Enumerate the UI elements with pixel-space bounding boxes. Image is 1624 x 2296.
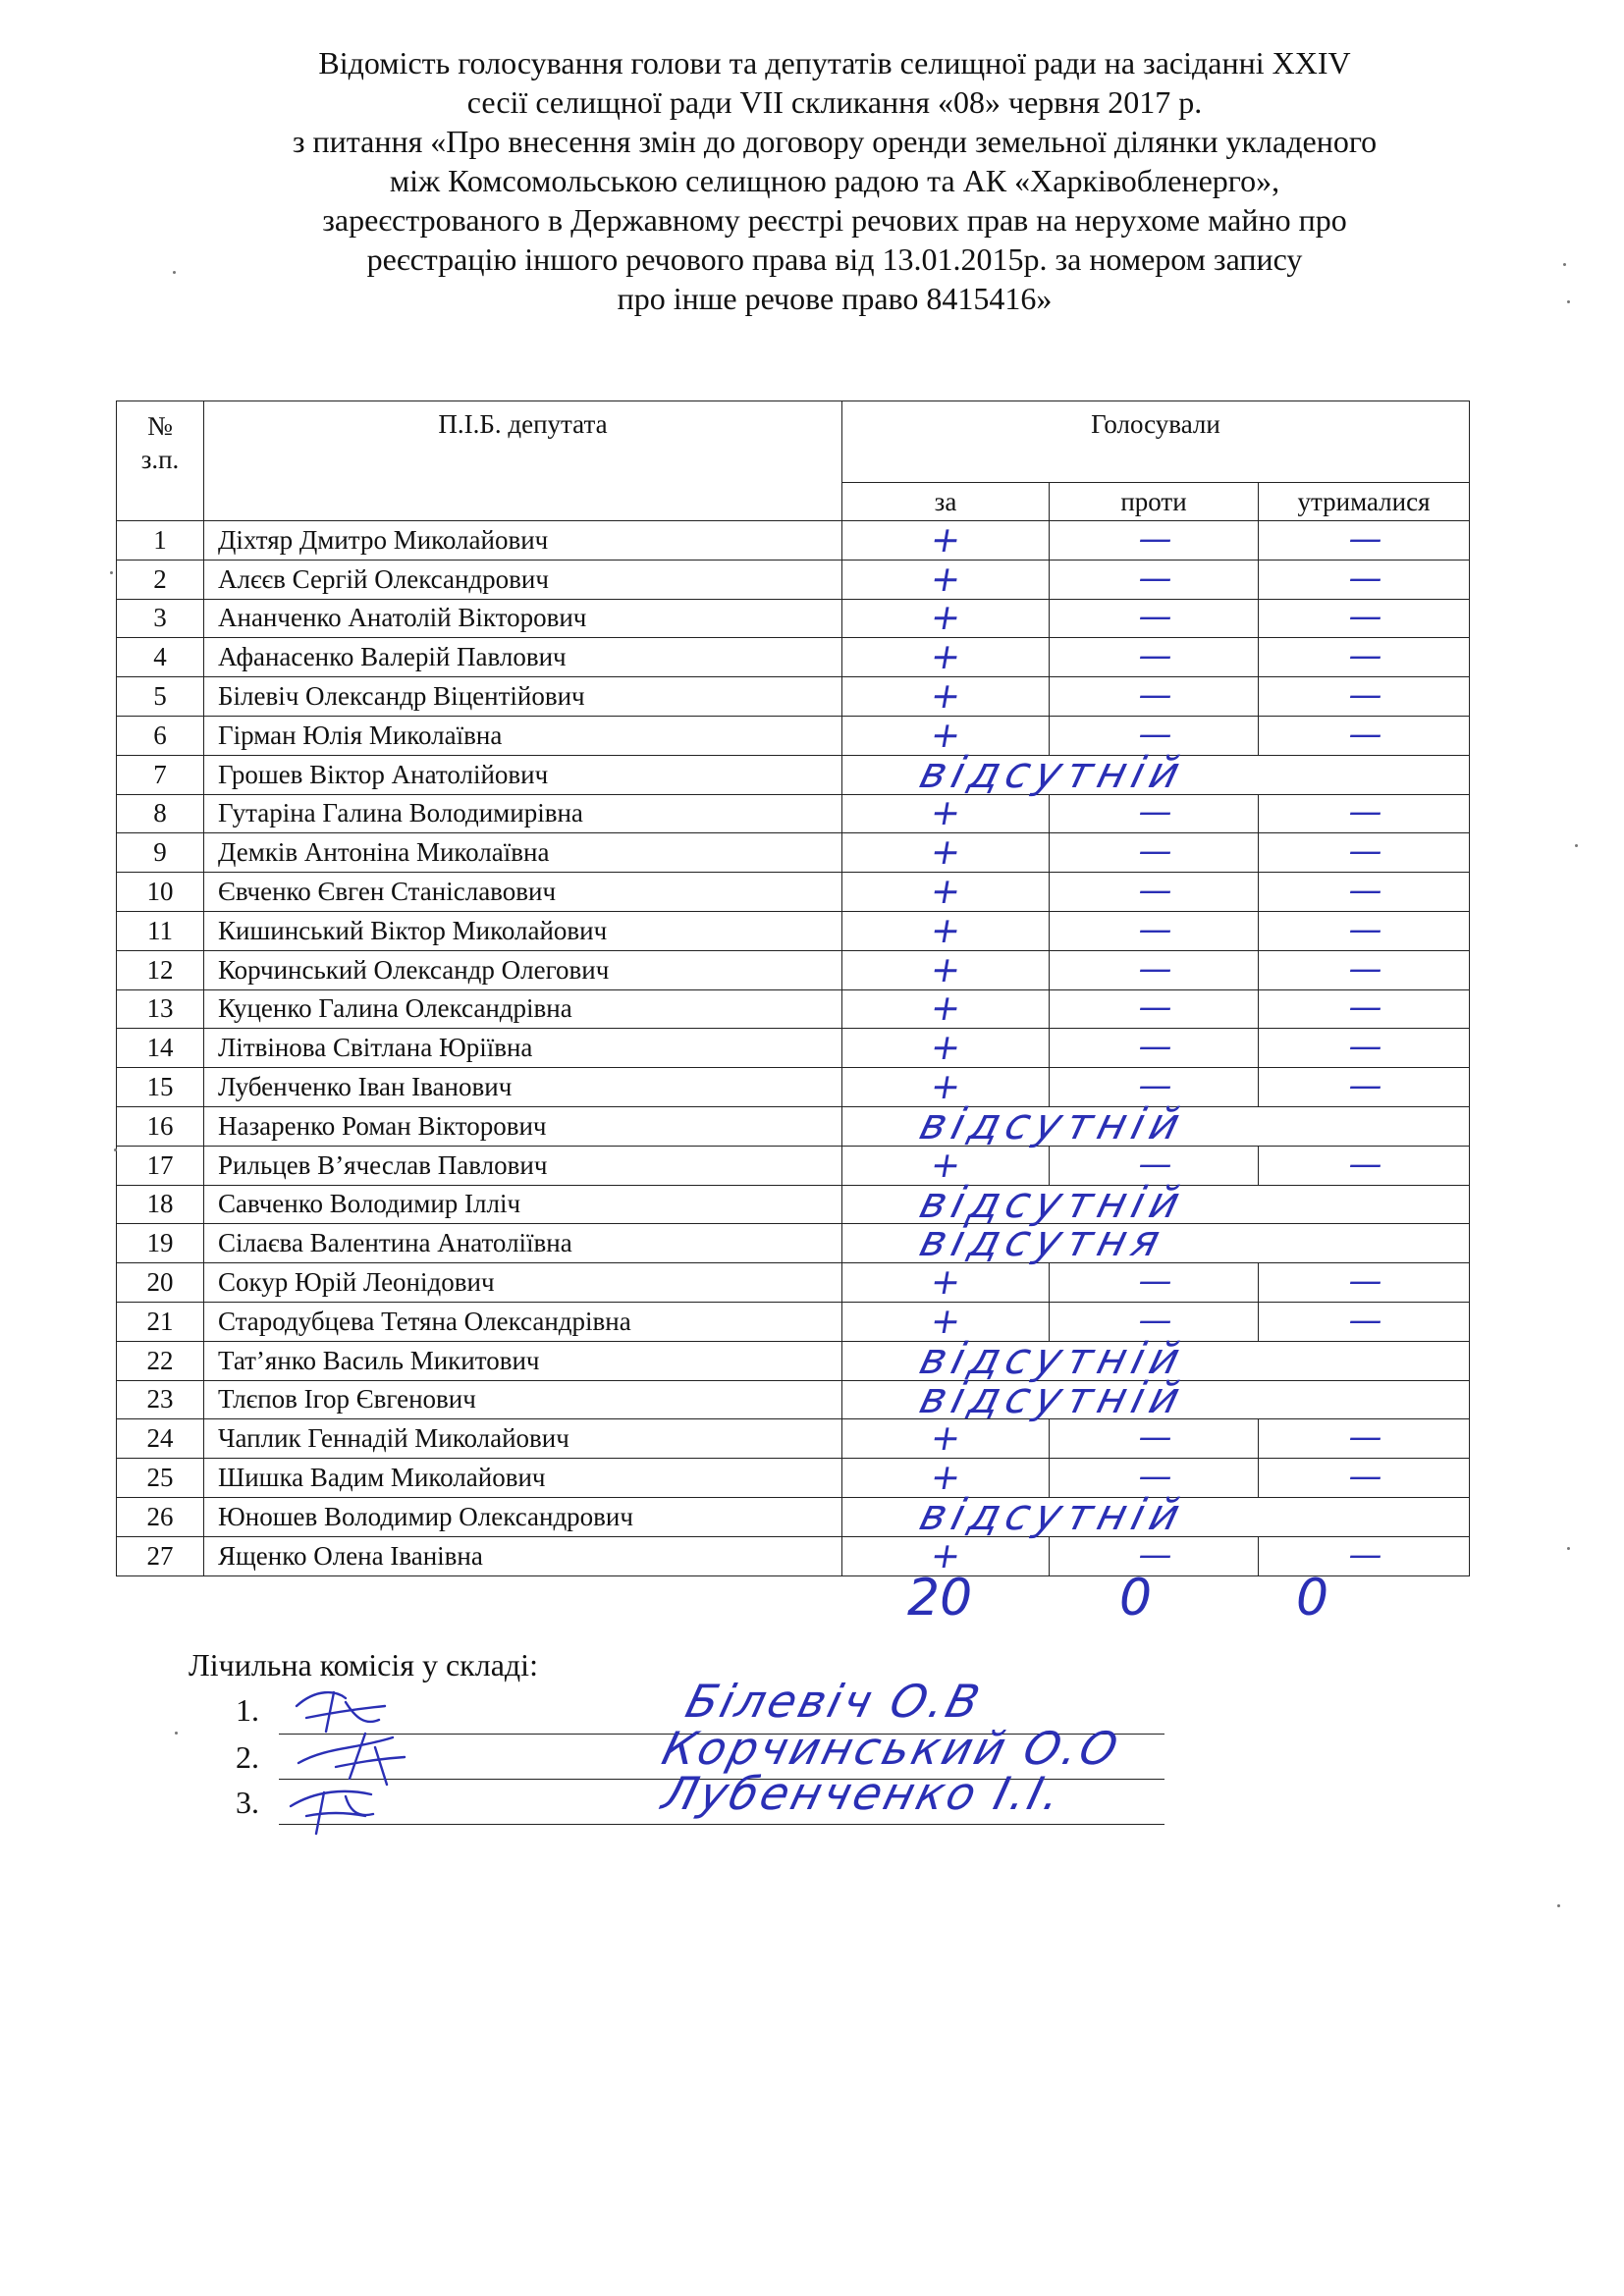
vote-cell-against xyxy=(1050,1263,1259,1303)
row-number: 23 xyxy=(117,1380,204,1419)
table-row xyxy=(117,1497,1470,1536)
deputy-name: Юношев Володимир Олександрович xyxy=(204,1497,842,1536)
vote-cell-abstained xyxy=(1259,794,1470,833)
commission-heading: Лічильна комісія у складі: xyxy=(189,1647,538,1682)
deputy-name: Кишинський Віктор Миколайович xyxy=(204,911,842,950)
deputy-name: Грошев Віктор Анатолійович xyxy=(204,755,842,794)
row-number: 5 xyxy=(117,677,204,717)
vote-cell-against xyxy=(1050,950,1259,989)
deputy-name: Рильцев В’ячеслав Павлович xyxy=(204,1146,842,1185)
row-number: 24 xyxy=(117,1419,204,1459)
table-row xyxy=(117,1341,1470,1380)
table-row xyxy=(117,1419,1470,1459)
row-number: 12 xyxy=(117,950,204,989)
deputy-name: Сокур Юрій Леонідович xyxy=(204,1263,842,1303)
vote-abstained-mark: — xyxy=(1348,714,1380,754)
vote-for-mark: + xyxy=(927,598,964,639)
table-row xyxy=(117,638,1470,677)
vote-cell-abstained xyxy=(1259,716,1470,755)
deputy-name: Ященко Олена Іванівна xyxy=(204,1536,842,1575)
total-abstained: 0 xyxy=(1296,1569,1329,1628)
table-row xyxy=(117,521,1470,561)
vote-for-mark: + xyxy=(927,1145,964,1186)
deputy-name: Євченко Євген Станіславович xyxy=(204,873,842,912)
vote-for-mark: + xyxy=(927,1535,964,1576)
vote-abstained-mark: — xyxy=(1348,1261,1380,1302)
deputy-name: Назаренко Роман Вікторович xyxy=(204,1106,842,1146)
vote-table-body xyxy=(117,518,1470,1576)
member-number: 1. xyxy=(236,1692,259,1728)
row-number: 19 xyxy=(117,1224,204,1263)
member-number: 3. xyxy=(236,1785,259,1820)
absent-note: відсутній xyxy=(914,1489,1191,1540)
vote-abstained-mark: — xyxy=(1348,988,1380,1028)
vote-cell-for xyxy=(842,1419,1050,1459)
vote-for-mark: + xyxy=(927,910,964,951)
table-row xyxy=(117,560,1470,599)
vote-cell-for xyxy=(842,989,1050,1029)
member-number: 2. xyxy=(236,1739,259,1775)
vote-cell-abstained xyxy=(1259,599,1470,638)
deputy-name: Лубенченко Іван Іванович xyxy=(204,1068,842,1107)
vote-cell-against xyxy=(1050,833,1259,873)
header-against: проти xyxy=(1050,483,1259,521)
scan-speck xyxy=(1575,844,1578,847)
vote-cell-abstained xyxy=(1259,873,1470,912)
vote-cell-against xyxy=(1050,560,1259,599)
table-row xyxy=(117,950,1470,989)
vote-for-mark: + xyxy=(927,1028,964,1069)
header-number: № з.п. xyxy=(117,401,204,521)
vote-against-mark: — xyxy=(1138,831,1169,872)
row-number: 22 xyxy=(117,1341,204,1380)
absent-cell xyxy=(842,1216,1470,1267)
vote-against-mark: — xyxy=(1138,1027,1169,1067)
row-number: 21 xyxy=(117,1302,204,1341)
table-row xyxy=(117,794,1470,833)
vote-for-mark: + xyxy=(927,949,964,990)
vote-cell-for xyxy=(842,677,1050,717)
vote-against-mark: — xyxy=(1138,518,1169,559)
vote-cell-against xyxy=(1050,794,1259,833)
vote-cell-against xyxy=(1050,1419,1259,1459)
deputy-name: Демків Антоніна Миколаївна xyxy=(204,833,842,873)
vote-abstained-mark: — xyxy=(1348,558,1380,598)
absent-cell xyxy=(842,1098,1470,1149)
vote-cell-for xyxy=(842,560,1050,599)
scan-speck xyxy=(1567,300,1570,303)
vote-abstained-mark: — xyxy=(1348,792,1380,832)
table-row xyxy=(117,1459,1470,1498)
row-number: 3 xyxy=(117,599,204,638)
vote-abstained-mark: — xyxy=(1348,871,1380,911)
vote-cell-for xyxy=(842,1263,1050,1303)
vote-for-mark: + xyxy=(927,1301,964,1342)
deputy-name: Гутаріна Галина Володимирівна xyxy=(204,794,842,833)
vote-cell-against xyxy=(1050,599,1259,638)
table-row xyxy=(117,1263,1470,1303)
deputy-name: Чаплик Геннадій Миколайович xyxy=(204,1419,842,1459)
absent-note: відсутній xyxy=(914,1177,1191,1228)
vote-cell-against xyxy=(1050,1536,1259,1575)
table-row xyxy=(117,1536,1470,1575)
vote-cell-for xyxy=(842,950,1050,989)
vote-cell-for xyxy=(842,873,1050,912)
header-voted: Голосували xyxy=(842,401,1470,483)
row-number: 13 xyxy=(117,989,204,1029)
vote-against-mark: — xyxy=(1138,1261,1169,1302)
row-number: 4 xyxy=(117,638,204,677)
row-number: 8 xyxy=(117,794,204,833)
scan-speck xyxy=(173,271,176,274)
row-number: 18 xyxy=(117,1185,204,1224)
vote-cell-against xyxy=(1050,677,1259,717)
scan-speck xyxy=(114,1148,117,1151)
absent-note: відсутній xyxy=(914,1098,1191,1149)
deputy-name: Білевіч Олександр Віцентійович xyxy=(204,677,842,717)
vote-abstained-mark: — xyxy=(1348,1027,1380,1067)
absent-note: відсутній xyxy=(914,747,1191,798)
vote-cell-for xyxy=(842,521,1050,561)
vote-abstained-mark: — xyxy=(1348,1144,1380,1184)
vote-for-mark: + xyxy=(927,559,964,600)
vote-against-mark: — xyxy=(1138,909,1169,949)
vote-cell-against xyxy=(1050,989,1259,1029)
vote-cell-abstained xyxy=(1259,1146,1470,1185)
vote-against-mark: — xyxy=(1138,1300,1169,1340)
table-row xyxy=(117,873,1470,912)
vote-cell-abstained xyxy=(1259,1536,1470,1575)
row-number: 17 xyxy=(117,1146,204,1185)
deputy-name: Корчинський Олександр Олегович xyxy=(204,950,842,989)
vote-cell-abstained xyxy=(1259,950,1470,989)
table-row xyxy=(117,755,1470,794)
header-name: П.І.Б. депутата xyxy=(204,401,842,521)
vote-against-mark: — xyxy=(1138,1066,1169,1106)
vote-abstained-mark: — xyxy=(1348,1300,1380,1340)
scan-speck xyxy=(1567,1547,1570,1550)
table-row xyxy=(117,677,1470,717)
vote-cell-abstained xyxy=(1259,989,1470,1029)
title-line: реєстрацію іншого речового права від 13.01.2015р. за номером запису xyxy=(366,241,1303,277)
absent-note: відсутня xyxy=(914,1216,1171,1267)
table-row xyxy=(117,1029,1470,1068)
table-row xyxy=(117,1302,1470,1341)
total-against: 0 xyxy=(1119,1569,1153,1628)
vote-cell-abstained xyxy=(1259,1263,1470,1303)
table-row xyxy=(117,599,1470,638)
vote-abstained-mark: — xyxy=(1348,597,1380,637)
vote-for-mark: + xyxy=(927,715,964,756)
vote-abstained-mark: — xyxy=(1348,518,1380,559)
vote-against-mark: — xyxy=(1138,871,1169,911)
vote-abstained-mark: — xyxy=(1348,1534,1380,1575)
vote-cell-abstained xyxy=(1259,1029,1470,1068)
vote-cell-abstained xyxy=(1259,638,1470,677)
absent-cell xyxy=(842,1372,1470,1423)
vote-cell-against xyxy=(1050,518,1259,561)
table-row xyxy=(117,1224,1470,1263)
table-row xyxy=(117,833,1470,873)
vote-cell-for xyxy=(842,911,1050,950)
vote-cell-for xyxy=(842,1029,1050,1068)
vote-against-mark: — xyxy=(1138,988,1169,1028)
vote-cell-for xyxy=(842,833,1050,873)
deputy-name: Шишка Вадим Миколайович xyxy=(204,1459,842,1498)
vote-cell-abstained xyxy=(1259,518,1470,561)
vote-cell-against xyxy=(1050,911,1259,950)
deputy-name: Тат’янко Василь Микитович xyxy=(204,1341,842,1380)
vote-abstained-mark: — xyxy=(1348,831,1380,872)
header-for: за xyxy=(842,483,1050,521)
vote-abstained-mark: — xyxy=(1348,1417,1380,1458)
vote-abstained-mark: — xyxy=(1348,636,1380,676)
row-number: 15 xyxy=(117,1068,204,1107)
vote-for-mark: + xyxy=(927,832,964,874)
vote-cell-abstained xyxy=(1259,1419,1470,1459)
vote-cell-for xyxy=(842,638,1050,677)
vote-against-mark: — xyxy=(1138,597,1169,637)
vote-cell-abstained xyxy=(1259,911,1470,950)
row-number: 27 xyxy=(117,1536,204,1575)
vote-abstained-mark: — xyxy=(1348,948,1380,988)
deputy-name: Савченко Володимир Ілліч xyxy=(204,1185,842,1224)
vote-against-mark: — xyxy=(1138,1457,1169,1497)
scan-speck xyxy=(1563,263,1566,266)
vote-cell-abstained xyxy=(1259,1068,1470,1107)
vote-for-mark: + xyxy=(927,988,964,1030)
table-row xyxy=(117,989,1470,1029)
total-for: 20 xyxy=(907,1569,973,1628)
table-row xyxy=(117,1068,1470,1107)
vote-for-mark: + xyxy=(927,637,964,678)
vote-abstained-mark: — xyxy=(1348,1066,1380,1106)
title-line: про інше речове право 8415416» xyxy=(617,281,1053,316)
vote-abstained-mark: — xyxy=(1348,1457,1380,1497)
row-number: 16 xyxy=(117,1106,204,1146)
table-row xyxy=(117,911,1470,950)
deputy-name: Гірман Юлія Миколаївна xyxy=(204,716,842,755)
document-title xyxy=(147,43,1522,318)
vote-cell-abstained xyxy=(1259,560,1470,599)
vote-for-mark: + xyxy=(927,793,964,834)
vote-against-mark: — xyxy=(1138,636,1169,676)
vote-table xyxy=(116,400,1470,1576)
title-line: Відомість голосування голови та депутатів селищної ради на засіданні XXIV xyxy=(318,45,1351,80)
title-line: між Комсомольською селищною радою та АК «Харківобленерго», xyxy=(389,163,1280,198)
vote-for-mark: + xyxy=(927,676,964,718)
row-number: 26 xyxy=(117,1497,204,1536)
row-number: 10 xyxy=(117,873,204,912)
row-number: 1 xyxy=(117,521,204,561)
scan-speck xyxy=(175,1732,178,1735)
table-row xyxy=(117,1380,1470,1419)
table-row xyxy=(117,716,1470,755)
row-number: 9 xyxy=(117,833,204,873)
vote-cell-abstained xyxy=(1259,833,1470,873)
deputy-name: Куценко Галина Олександрівна xyxy=(204,989,842,1029)
vote-against-mark: — xyxy=(1138,675,1169,716)
deputy-name: Діхтяр Дмитро Миколайович xyxy=(204,521,842,561)
header-abstained: утрималися xyxy=(1259,483,1470,521)
vote-cell-against xyxy=(1050,638,1259,677)
vote-for-mark: + xyxy=(927,519,964,561)
vote-abstained-mark: — xyxy=(1348,675,1380,716)
row-number: 25 xyxy=(117,1459,204,1498)
scan-speck xyxy=(1557,1904,1560,1907)
deputy-name: Літвінова Світлана Юріївна xyxy=(204,1029,842,1068)
vote-against-mark: — xyxy=(1138,714,1169,754)
deputy-name: Ананченко Анатолій Вікторович xyxy=(204,599,842,638)
vote-cell-against xyxy=(1050,1029,1259,1068)
vote-against-mark: — xyxy=(1138,1534,1169,1575)
row-number: 11 xyxy=(117,911,204,950)
vote-against-mark: — xyxy=(1138,792,1169,832)
vote-for-mark: + xyxy=(927,872,964,913)
vote-cell-against xyxy=(1050,873,1259,912)
row-number: 6 xyxy=(117,716,204,755)
row-number: 7 xyxy=(117,755,204,794)
title-line: сесії селищної ради VII скликання «08» червня 2017 р. xyxy=(466,84,1203,120)
absent-note: відсутній xyxy=(914,1333,1191,1384)
vote-for-mark: + xyxy=(927,1418,964,1460)
handwritten-signature xyxy=(277,1669,454,1845)
member-name: Лубенченко І.І. xyxy=(657,1767,1069,1820)
row-number: 14 xyxy=(117,1029,204,1068)
vote-for-mark: + xyxy=(927,1067,964,1108)
deputy-name: Сілаєва Валентина Анатоліївна xyxy=(204,1224,842,1263)
table-row xyxy=(117,1106,1470,1146)
deputy-name: Стародубцева Тетяна Олександрівна xyxy=(204,1302,842,1341)
absent-cell xyxy=(842,1489,1470,1540)
vote-cell-for xyxy=(842,599,1050,638)
deputy-name: Тлєпов Ігор Євгенович xyxy=(204,1380,842,1419)
vote-for-mark: + xyxy=(927,1262,964,1304)
table-row xyxy=(117,1185,1470,1224)
deputy-name: Афанасенко Валерій Павлович xyxy=(204,638,842,677)
vote-against-mark: — xyxy=(1138,558,1169,598)
vote-against-mark: — xyxy=(1138,1144,1169,1184)
vote-abstained-mark: — xyxy=(1348,909,1380,949)
member-name: Білевіч О.В xyxy=(680,1675,988,1728)
member-name: Корчинський О.О xyxy=(657,1722,1126,1775)
absent-cell xyxy=(842,747,1470,798)
row-number: 20 xyxy=(117,1263,204,1303)
vote-for-mark: + xyxy=(927,1458,964,1499)
vote-cell-abstained xyxy=(1259,1459,1470,1498)
title-line: з питання «Про внесення змін до договору оренди земельної ділянки укладеного xyxy=(292,124,1378,159)
row-number: 2 xyxy=(117,560,204,599)
deputy-name: Алєєв Сергій Олександрович xyxy=(204,560,842,599)
absent-note: відсутній xyxy=(914,1372,1191,1423)
vote-cell-abstained xyxy=(1259,677,1470,717)
vote-against-mark: — xyxy=(1138,948,1169,988)
vote-against-mark: — xyxy=(1138,1417,1169,1458)
vote-cell-abstained xyxy=(1259,1302,1470,1341)
table-row xyxy=(117,1146,1470,1185)
scan-speck xyxy=(110,571,113,574)
title-line: зареєстрованого в Державному реєстрі речових прав на нерухоме майно про xyxy=(322,202,1347,238)
vote-cell-for xyxy=(842,794,1050,833)
